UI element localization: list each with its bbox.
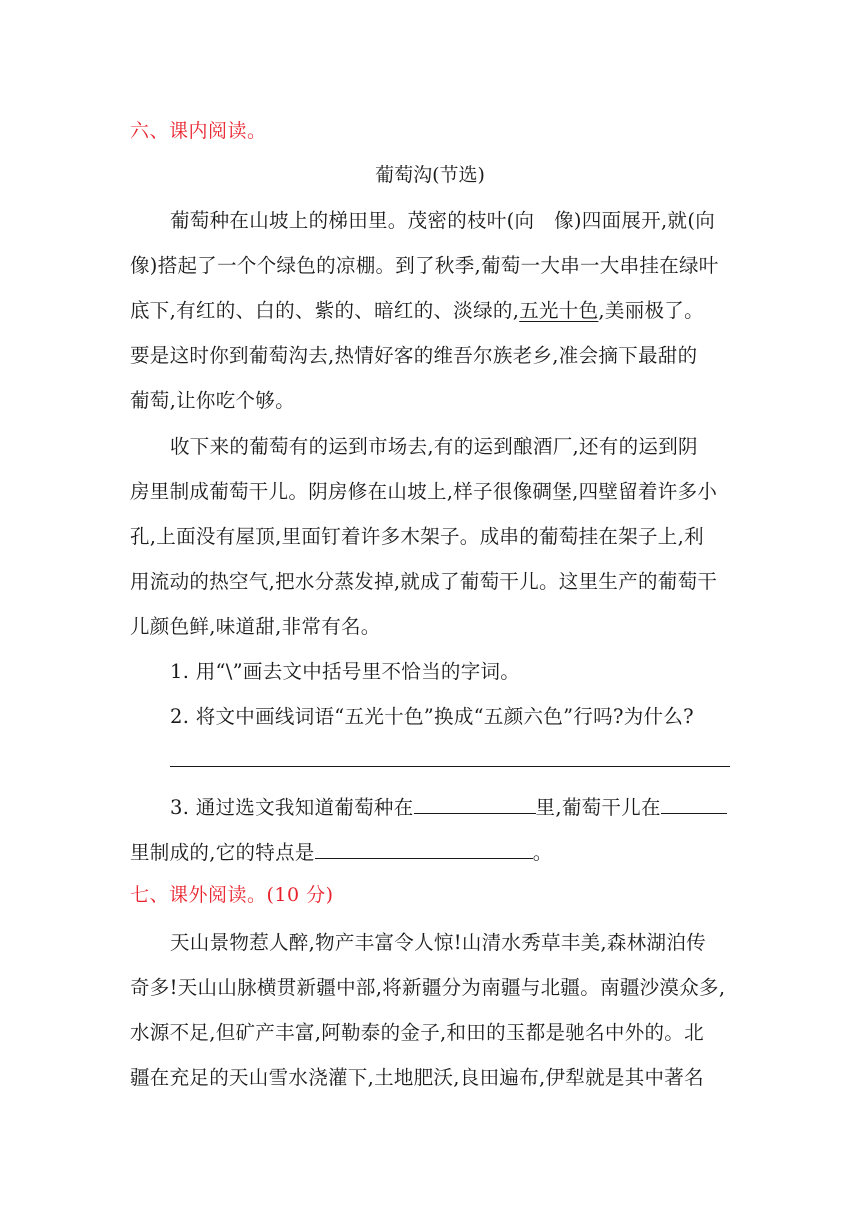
paragraph-line: 天山景物惹人醉,物产丰富令人惊!山清水秀草丰美,森林湖泊传 [170, 931, 706, 954]
question-3-line-1 [170, 792, 727, 820]
text-segment: 底下,有红的、白的、紫的、暗红的、淡绿的, [130, 299, 520, 322]
paragraph-line: 像)搭起了一个个绿色的凉棚。到了秋季,葡萄一大串一大串挂在绿叶 [130, 254, 719, 277]
paragraph-line: 葡萄种在山坡上的梯田里。茂密的枝叶(向 像)四面展开,就(向 [170, 209, 716, 232]
section-6-heading: 六、课内阅读。 [130, 120, 267, 142]
paragraph-line: 用流动的热空气,把水分蒸发掉,就成了葡萄干儿。这里生产的葡萄干 [130, 570, 718, 593]
paragraph-line [130, 295, 704, 323]
fill-blank-3[interactable] [315, 838, 533, 859]
text-segment: 3. 通过选文我知道葡萄种在 [170, 796, 414, 819]
text-segment: 里制成的,它的特点是 [130, 841, 315, 864]
paragraph-line: 孔,上面没有屋顶,里面钉着许多木架子。成串的葡萄挂在架子上,利 [130, 525, 704, 548]
paragraph-line: 要是这时你到葡萄沟去,热情好客的维吾尔族老乡,准会摘下最甜的 [130, 344, 698, 367]
paragraph-line: 房里制成葡萄干儿。阴房修在山坡上,样子很像碉堡,四壁留着许多小 [130, 480, 718, 503]
section-7-heading: 七、课外阅读。(10 分) [130, 884, 334, 906]
text-segment: ,美丽极了。 [598, 299, 704, 322]
paragraph-line: 儿颜色鲜,味道甜,非常有名。 [130, 615, 381, 638]
question-1: 1. 用“\”画去文中括号里不恰当的字词。 [170, 660, 521, 683]
passage-title: 葡萄沟(节选) [375, 164, 485, 186]
paragraph-line: 葡萄,让你吃个够。 [130, 389, 295, 412]
paragraph-line: 收下来的葡萄有的运到市场去,有的运到酿酒厂,还有的运到阴 [170, 435, 698, 458]
question-2: 2. 将文中画线词语“五光十色”换成“五颜六色”行吗?为什么? [170, 705, 694, 728]
fill-blank-1[interactable] [414, 793, 536, 814]
text-segment: 。 [532, 841, 553, 864]
underlined-phrase: 五光十色 [519, 299, 599, 322]
paragraph-line: 水源不足,但矿产丰富,阿勒泰的金子,和田的玉都是驰名中外的。北 [130, 1021, 704, 1044]
paragraph-line: 奇多!天山山脉横贯新疆中部,将新疆分为南疆与北疆。南疆沙漠众多, [130, 976, 726, 999]
fill-blank-2[interactable] [661, 793, 727, 814]
question-3-line-2 [130, 837, 553, 865]
text-segment: 里,葡萄干儿在 [535, 796, 661, 819]
answer-line-q2[interactable] [170, 766, 730, 767]
paragraph-line: 疆在充足的天山雪水浇灌下,土地肥沃,良田遍布,伊犁就是其中著名 [130, 1066, 704, 1089]
